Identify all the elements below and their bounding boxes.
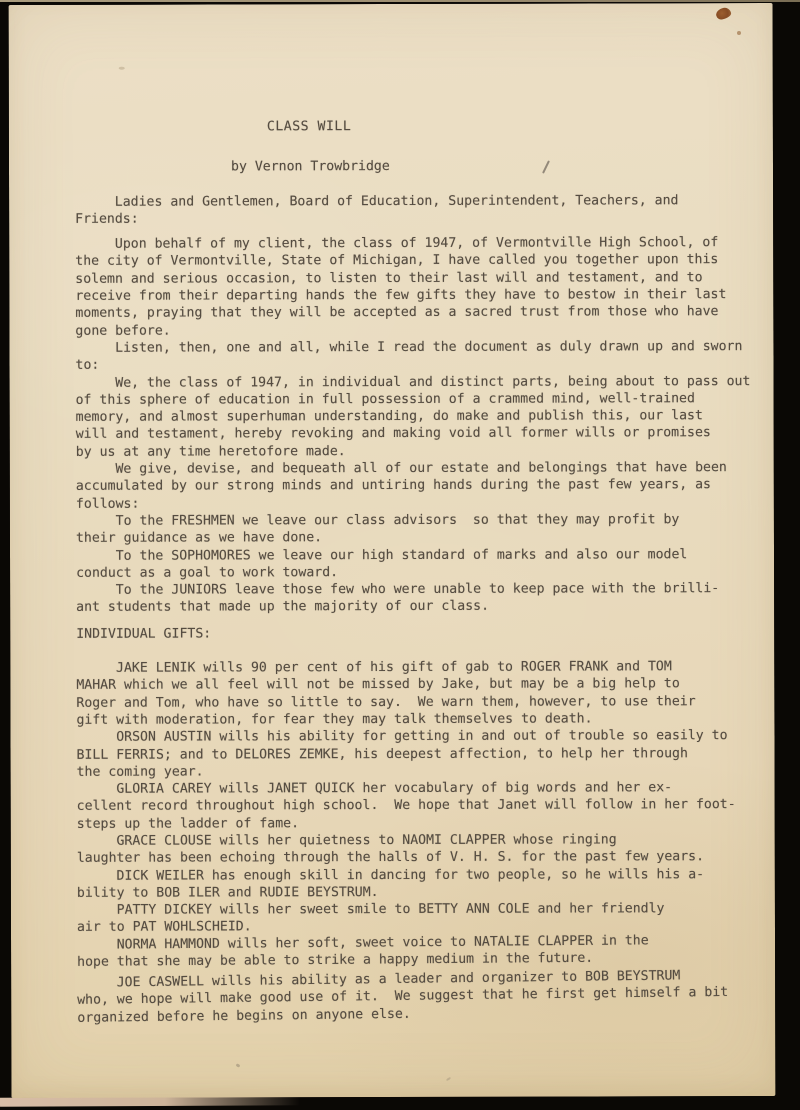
paragraph: Upon behalf of my client, the class of 1947, of Vermontville High School, of the city of Vermontville, State of Michigan, I have called you together upon this solemn and serious occasion, to listen to their last will and testament, and to receive from their departing hands the few gifts they have to bestow in their last moments, praying that they will be accepted as a sacred trust from those who have gone before. xyxy=(75,235,727,339)
paragraph: GLORIA CAREY wills JANET QUICK her vocabulary of big words and her ex- cellent record throughout high school. We hope that Janet will follow in her foot- steps up the ladder of fame. xyxy=(76,780,736,832)
paragraph: Ladies and Gentlemen, Board of Education, Superintendent, Teachers, and Friends: xyxy=(75,192,679,227)
paragraph: Listen, then, one and all, while I read the document as duly drawn up and sworn to: xyxy=(75,339,743,374)
paragraph: To the JUNIORS leave those few who were unable to keep pace with the brilli- ant students that made up the majority of our class. xyxy=(76,581,720,616)
paragraph: JOE CASWELL wills his ability as a leader and organizer to BOB BEYSTRUM who, we hope will make good use of it. We suggest that he first get himself a bit organized before he begins on anyone else. xyxy=(76,968,729,1026)
document-blocks xyxy=(75,192,753,1027)
scanner-edge-line xyxy=(0,0,800,2)
paragraph: NORMA HAMMOND wills her soft, sweet voice to NATALIE CLAPPER in the hope that she may be able to strike a happy medium in the future. xyxy=(76,933,649,970)
document-page xyxy=(9,3,776,1098)
paragraph: We, the class of 1947, in individual and distinct parts, being about to pass out of this sphere of education in full possession of a crammed mind, well-trained memory, and almost superhuman understanding, do make and publish this, our last will and testament, hereby revoking and making void all former wills or promises by us at any time heretofore made. xyxy=(75,373,751,460)
paragraph: GRACE CLOUSE wills her quietness to NAOMI CLAPPER whose ringing laughter has been echoing through the halls of V. H. S. for the past few years. xyxy=(76,832,705,867)
paragraph: JAKE LENIK wills 90 per cent of his gift of gab to ROGER FRANK and TOM MAHAR which we all feel will not be missed by Jake, but may be a big help to Roger and Tom, who have so little to say. We warn them, however, to use their gift with moderation, for fear they may talk themselves to death. xyxy=(76,659,696,728)
byline: by Vernon Trowbridge xyxy=(230,159,390,175)
paragraph: To the SOPHOMORES we leave our high standard of marks and also our model conduct as a goal to work toward. xyxy=(75,546,688,581)
paragraph: DICK WEILER has enough skill in dancing for two people, so he wills his a- bility to BOB ILER and RUDIE BEYSTRUM. xyxy=(76,866,705,901)
paragraph: We give, devise, and bequeath all of our estate and belongings that have been accumulated by our strong minds and untiring hands during the past few years, as follows: xyxy=(75,460,727,512)
section-heading: INDIVIDUAL GIFTS: xyxy=(76,626,212,642)
paper-smudge xyxy=(119,67,125,70)
document-body xyxy=(75,117,753,1027)
ink-stain-speck xyxy=(737,31,741,35)
page-title: CLASS WILL xyxy=(266,119,352,135)
paragraph: ORSON AUSTIN wills his ability for getting in and out of trouble so easily to BILL FERRIS; and to DELORES ZEMKE, his deepest affection, to help her through the coming year. xyxy=(76,728,728,780)
paragraph: To the FRESHMEN we leave our class advisors so that they may profit by their guidance as we have done. xyxy=(75,512,680,547)
paragraph: PATTY DICKEY wills her sweet smile to BETTY ANN COLE and her friendly air to PAT WOHLSCHEID. xyxy=(76,901,665,936)
